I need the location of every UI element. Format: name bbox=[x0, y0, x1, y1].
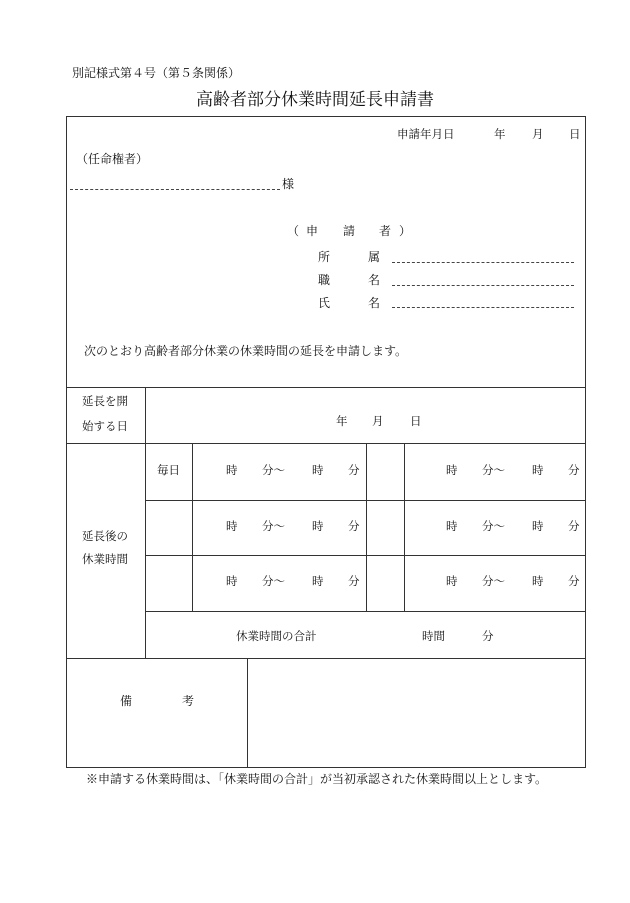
remarks-label-1: 備 bbox=[120, 694, 133, 708]
start-date-month: 月 bbox=[372, 414, 384, 428]
form-number-label: 別記様式第４号（第５条関係） bbox=[72, 66, 241, 80]
minute-unit: 分 bbox=[568, 574, 580, 588]
application-date-year: 年 bbox=[494, 127, 506, 141]
applicant-heading-open: （ bbox=[287, 224, 300, 238]
hour-unit: 時 bbox=[312, 463, 324, 477]
job-title-field[interactable] bbox=[392, 285, 574, 286]
start-date-day: 日 bbox=[410, 414, 422, 428]
sama-honorific: 様 bbox=[282, 177, 295, 191]
minute-from-unit: 分〜 bbox=[482, 574, 505, 588]
hour-unit: 時 bbox=[446, 574, 458, 588]
name-field[interactable] bbox=[392, 307, 574, 308]
divider-mid-right bbox=[404, 443, 405, 611]
total-minutes-unit: 分 bbox=[482, 629, 494, 643]
name-label-1: 氏 bbox=[318, 296, 331, 310]
affiliation-label-2: 属 bbox=[368, 250, 381, 264]
minute-unit: 分 bbox=[348, 463, 360, 477]
hours-label-line1: 延長後の bbox=[82, 529, 128, 543]
minute-unit: 分 bbox=[568, 463, 580, 477]
hour-unit: 時 bbox=[312, 574, 324, 588]
divider-hours-row3 bbox=[145, 611, 586, 612]
job-title-label-1: 職 bbox=[318, 273, 331, 287]
divider-remarks bbox=[247, 658, 248, 768]
divider-label-column bbox=[145, 387, 146, 658]
minute-from-unit: 分〜 bbox=[262, 463, 285, 477]
applicant-heading-close: ） bbox=[399, 224, 412, 238]
name-label-2: 名 bbox=[368, 296, 381, 310]
minute-from-unit: 分〜 bbox=[262, 574, 285, 588]
request-statement: 次のとおり高齢者部分休業の休業時間の延長を申請します。 bbox=[84, 344, 408, 358]
hour-unit: 時 bbox=[226, 519, 238, 533]
minute-from-unit: 分〜 bbox=[262, 519, 285, 533]
start-date-label-line1: 延長を開 bbox=[82, 394, 128, 408]
remarks-label-2: 考 bbox=[182, 694, 195, 708]
hour-unit: 時 bbox=[446, 463, 458, 477]
minute-unit: 分 bbox=[568, 519, 580, 533]
total-hours-label: 休業時間の合計 bbox=[236, 629, 317, 643]
application-date-month: 月 bbox=[532, 127, 544, 141]
hours-label-line2: 休業時間 bbox=[82, 552, 128, 566]
application-form bbox=[66, 116, 586, 768]
minute-unit: 分 bbox=[348, 574, 360, 588]
hour-unit: 時 bbox=[532, 574, 544, 588]
application-date-day: 日 bbox=[569, 127, 581, 141]
hour-unit: 時 bbox=[446, 519, 458, 533]
affiliation-label-1: 所 bbox=[318, 250, 331, 264]
appointer-label: （任命権者） bbox=[76, 152, 149, 166]
affiliation-field[interactable] bbox=[392, 262, 574, 263]
divider-mid-left bbox=[366, 443, 367, 611]
applicant-heading-char: 申 bbox=[306, 224, 319, 238]
applicant-heading-char: 者 bbox=[379, 224, 392, 238]
footnote: ※申請する休業時間は、「休業時間の合計」が当初承認された休業時間以上とします。 bbox=[86, 772, 548, 786]
total-hours-unit: 時間 bbox=[422, 629, 445, 643]
applicant-heading-char: 請 bbox=[343, 224, 356, 238]
hour-unit: 時 bbox=[312, 519, 324, 533]
divider-application bbox=[66, 387, 586, 388]
start-date-year: 年 bbox=[336, 414, 348, 428]
appointer-name-line[interactable] bbox=[70, 189, 280, 190]
divider-start-date bbox=[66, 443, 586, 444]
page-title: 高齢者部分休業時間延長申請書 bbox=[196, 90, 434, 110]
minute-from-unit: 分〜 bbox=[482, 519, 505, 533]
job-title-label-2: 名 bbox=[368, 273, 381, 287]
hour-unit: 時 bbox=[226, 463, 238, 477]
application-date-label: 申請年月日 bbox=[397, 127, 455, 141]
divider-daily-column bbox=[192, 443, 193, 611]
daily-label: 毎日 bbox=[157, 463, 180, 477]
hour-unit: 時 bbox=[532, 519, 544, 533]
start-date-label-line2: 始する日 bbox=[82, 419, 128, 433]
hour-unit: 時 bbox=[226, 574, 238, 588]
minute-unit: 分 bbox=[348, 519, 360, 533]
minute-from-unit: 分〜 bbox=[482, 463, 505, 477]
hour-unit: 時 bbox=[532, 463, 544, 477]
divider-hours-total bbox=[66, 658, 586, 659]
